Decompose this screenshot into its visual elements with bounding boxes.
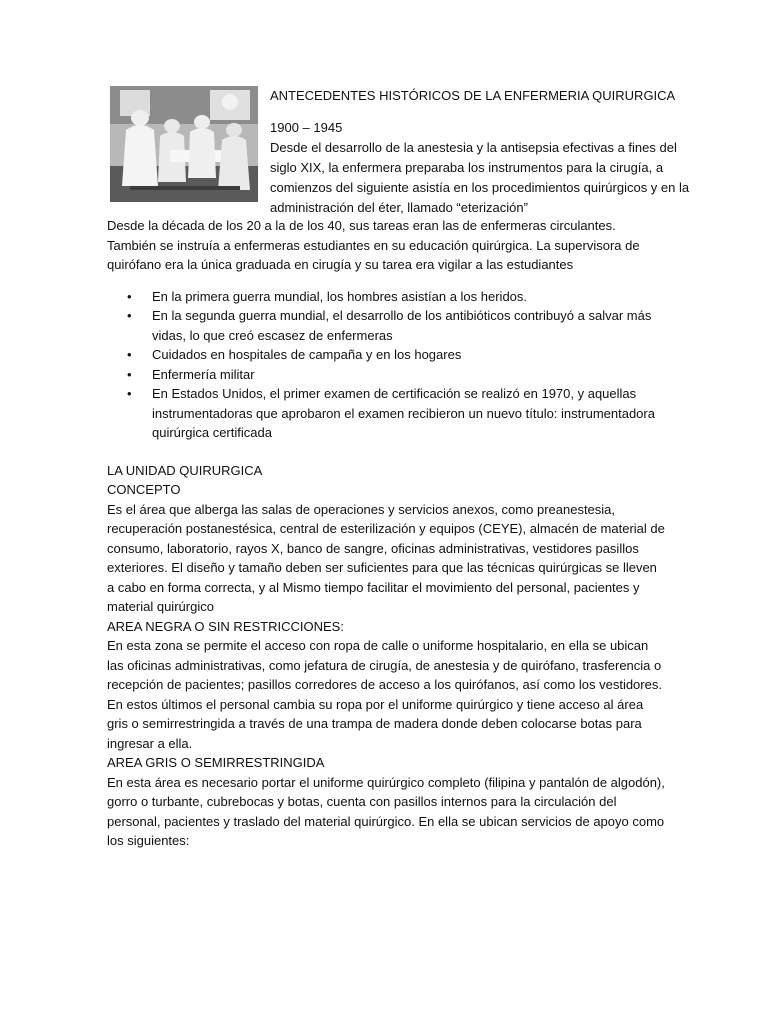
area-negra-text-2: En estos últimos el personal cambia su ropa por el uniforme quirúrgico y tiene acceso al área gris o semirrestringida a través de una trampa de madera donde deben colocarse botas para ingresar a ella. [107, 696, 644, 751]
list-item-text: Enfermería militar [152, 366, 255, 382]
concepto-title: CONCEPTO [107, 482, 181, 497]
list-item [107, 287, 667, 307]
list-item-text: En la primera guerra mundial, los hombres asistían a los heridos. [152, 288, 528, 304]
area-negra-title: AREA NEGRA O SIN RESTRICCIONES: [107, 618, 344, 634]
history-bullet-list [107, 287, 667, 443]
period-label: 1900 – 1945 [270, 120, 343, 135]
photo-illustration [110, 86, 258, 202]
list-item-text: En Estados Unidos, el primer examen de certificación se realizó en 1970, y aquellas instrumentadoras que aprobaron el examen recibieron un nuevo título: instrumentadora quirúrgica certificada [152, 386, 655, 440]
list-item [107, 345, 667, 365]
list-item [107, 306, 667, 345]
concepto-text: Es el área que alberga las salas de operaciones y servicios anexos, como preanestesia, recuperación postanestésica, central de esterilización y equipos (CEYE), almacén de material de consumo, laboratorio, rayos X, banco de sangre, oficinas administrativas, vestidores pasillos exteriores. El diseño y tamaño deben ser suficientes para que las técnicas quirúrgicas se lleven a cabo en forma correcta, y al Mismo tiempo facilitar el movimiento del personal, pacientes y material quirúrgico [107, 501, 665, 614]
header-section [270, 86, 690, 218]
area-negra-text-1: En esta zona se permite el acceso con ropa de calle o uniforme hospitalario, en ella se ubican las oficinas administrativas, como jefatura de cirugía, de anestesia y de quirófano, trasferencia o recepción de pacientes; pasillos corredores de acceso a los quirófanos, así como los vestidores. [107, 638, 662, 692]
bullet-icon: • [127, 288, 132, 304]
list-item-text: En la segunda guerra mundial, el desarrollo de los antibióticos contribuyó a salvar más vidas, lo que creó escasez de enfermeras [152, 308, 652, 343]
bullet-icon: • [127, 347, 132, 362]
list-item [107, 384, 667, 443]
bullet-icon: • [127, 308, 132, 323]
area-gris-text: En esta área es necesario portar el uniforme quirúrgico completo (filipina y pantalón de algodón), gorro o turbante, cubrebocas y botas, cuenta con pasillos internos para la circulación del personal, pacientes y traslado del material quirúrgico. En ella se ubican servicios de apoyo como los siguientes: [107, 774, 665, 848]
list-item-text: Cuidados en hospitales de campaña y en los hogares [152, 347, 462, 362]
bullet-icon: • [127, 386, 132, 401]
document-body [107, 216, 667, 851]
bullet-icon: • [127, 366, 132, 382]
area-gris-title: AREA GRIS O SEMIRRESTRINGIDA [107, 755, 325, 770]
intro-paragraph-2: Desde la década de los 20 a la de los 40, sus tareas eran las de enfermeras circulantes. También se instruía a enfermeras estudiantes en su educación quirúrgica. La supervisora de quirófano era la única graduada en cirugía y su tarea era vigilar a las estudiantes [107, 218, 640, 272]
historical-surgery-photo [110, 86, 258, 202]
list-item [107, 365, 667, 385]
document-title: ANTECEDENTES HISTÓRICOS DE LA ENFERMERIA QUIRURGICA [270, 88, 676, 103]
unidad-title: LA UNIDAD QUIRURGICA [107, 462, 263, 478]
intro-paragraph-1: Desde el desarrollo de la anestesia y la antisepsia efectivas a fines del siglo XIX, la enfermera preparaba los instrumentos para la cirugía, a comienzos del siguiente asistía en los procedimientos quirúrgicos y en la administración del éter, llamado “eterización” [270, 140, 690, 215]
